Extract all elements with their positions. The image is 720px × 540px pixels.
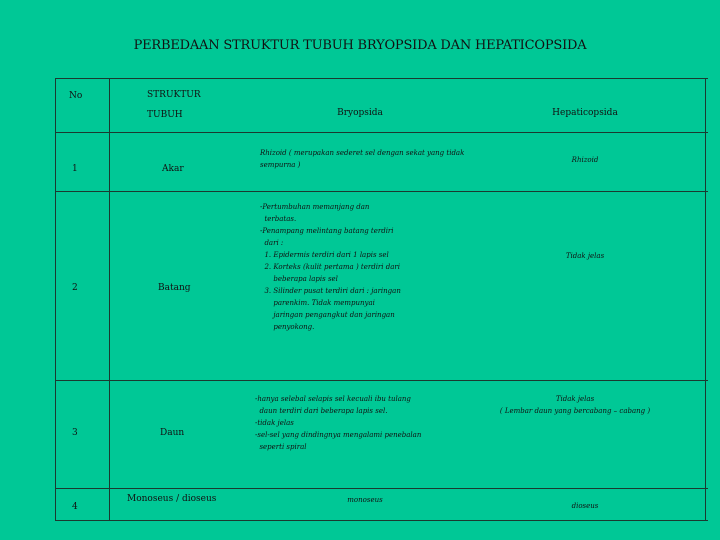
row-3-hepaticopsida: Tidak jelas ( Lembar daun yang bercabang – cabang ) <box>499 395 651 415</box>
row-divider <box>55 191 708 192</box>
header-bryopsida: Bryopsida <box>337 108 383 118</box>
row-3-struktur: Daun <box>160 428 185 438</box>
header-hepaticopsida: Hepaticopsida <box>552 108 618 118</box>
table-border-top <box>55 78 708 79</box>
column-divider <box>109 78 110 521</box>
table-border-left <box>55 78 56 521</box>
row-divider <box>55 132 708 133</box>
header-struktur-line1: STRUKTUR <box>147 90 201 100</box>
row-3-bryopsida: -hanya selebal selapis sel kecuali ibu tulang daun terdiri dari beberapa lapis sel. -tidak jelas -sel-sel yang dindingnya mengalami penebalan seperti spiral <box>255 395 422 451</box>
row-divider <box>55 380 708 381</box>
header-struktur-line2: TUBUH <box>147 110 183 120</box>
table-border-bottom <box>55 520 708 521</box>
row-2-bryopsida: -Pertumbuhan memanjang dan terbatas. -Penampang melintang batang terdiri dari : 1. Epidermis terdiri dari 1 lapis sel 2. Korteks (kulit pertama ) terdiri dari beberapa lapis sel 3. Silinder pusat terdiri dari : jaringan parenkim. Tidak mempunyai jaringan pengangkut dan jaringan penyokong. <box>260 203 401 331</box>
table-border-right <box>705 78 706 521</box>
row-4-hepaticopsida: dioseus <box>571 502 599 510</box>
page-title: PERBEDAAN STRUKTUR TUBUH BRYOPSIDA DAN HEPATICOPSIDA <box>133 38 587 53</box>
row-1-no: 1 <box>72 164 78 174</box>
row-divider <box>55 488 708 489</box>
row-4-no: 4 <box>72 502 78 512</box>
comparison-table <box>55 78 708 521</box>
row-2-hepaticopsida: Tidak jelas <box>565 252 605 260</box>
row-3-no: 3 <box>72 428 78 438</box>
row-1-hepaticopsida: Rhizoid <box>571 156 599 164</box>
row-4-bryopsida: monoseus <box>347 496 383 504</box>
row-2-struktur: Batang <box>158 283 191 293</box>
header-no: No <box>69 91 83 101</box>
row-1-bryopsida: Rhizoid ( merupakan sederet sel dengan sekat yang tidak sempurna ) <box>260 149 465 169</box>
row-4-struktur: Monoseus / dioseus <box>127 494 217 504</box>
row-1-struktur: Akar <box>162 164 184 174</box>
row-2-no: 2 <box>72 283 78 293</box>
